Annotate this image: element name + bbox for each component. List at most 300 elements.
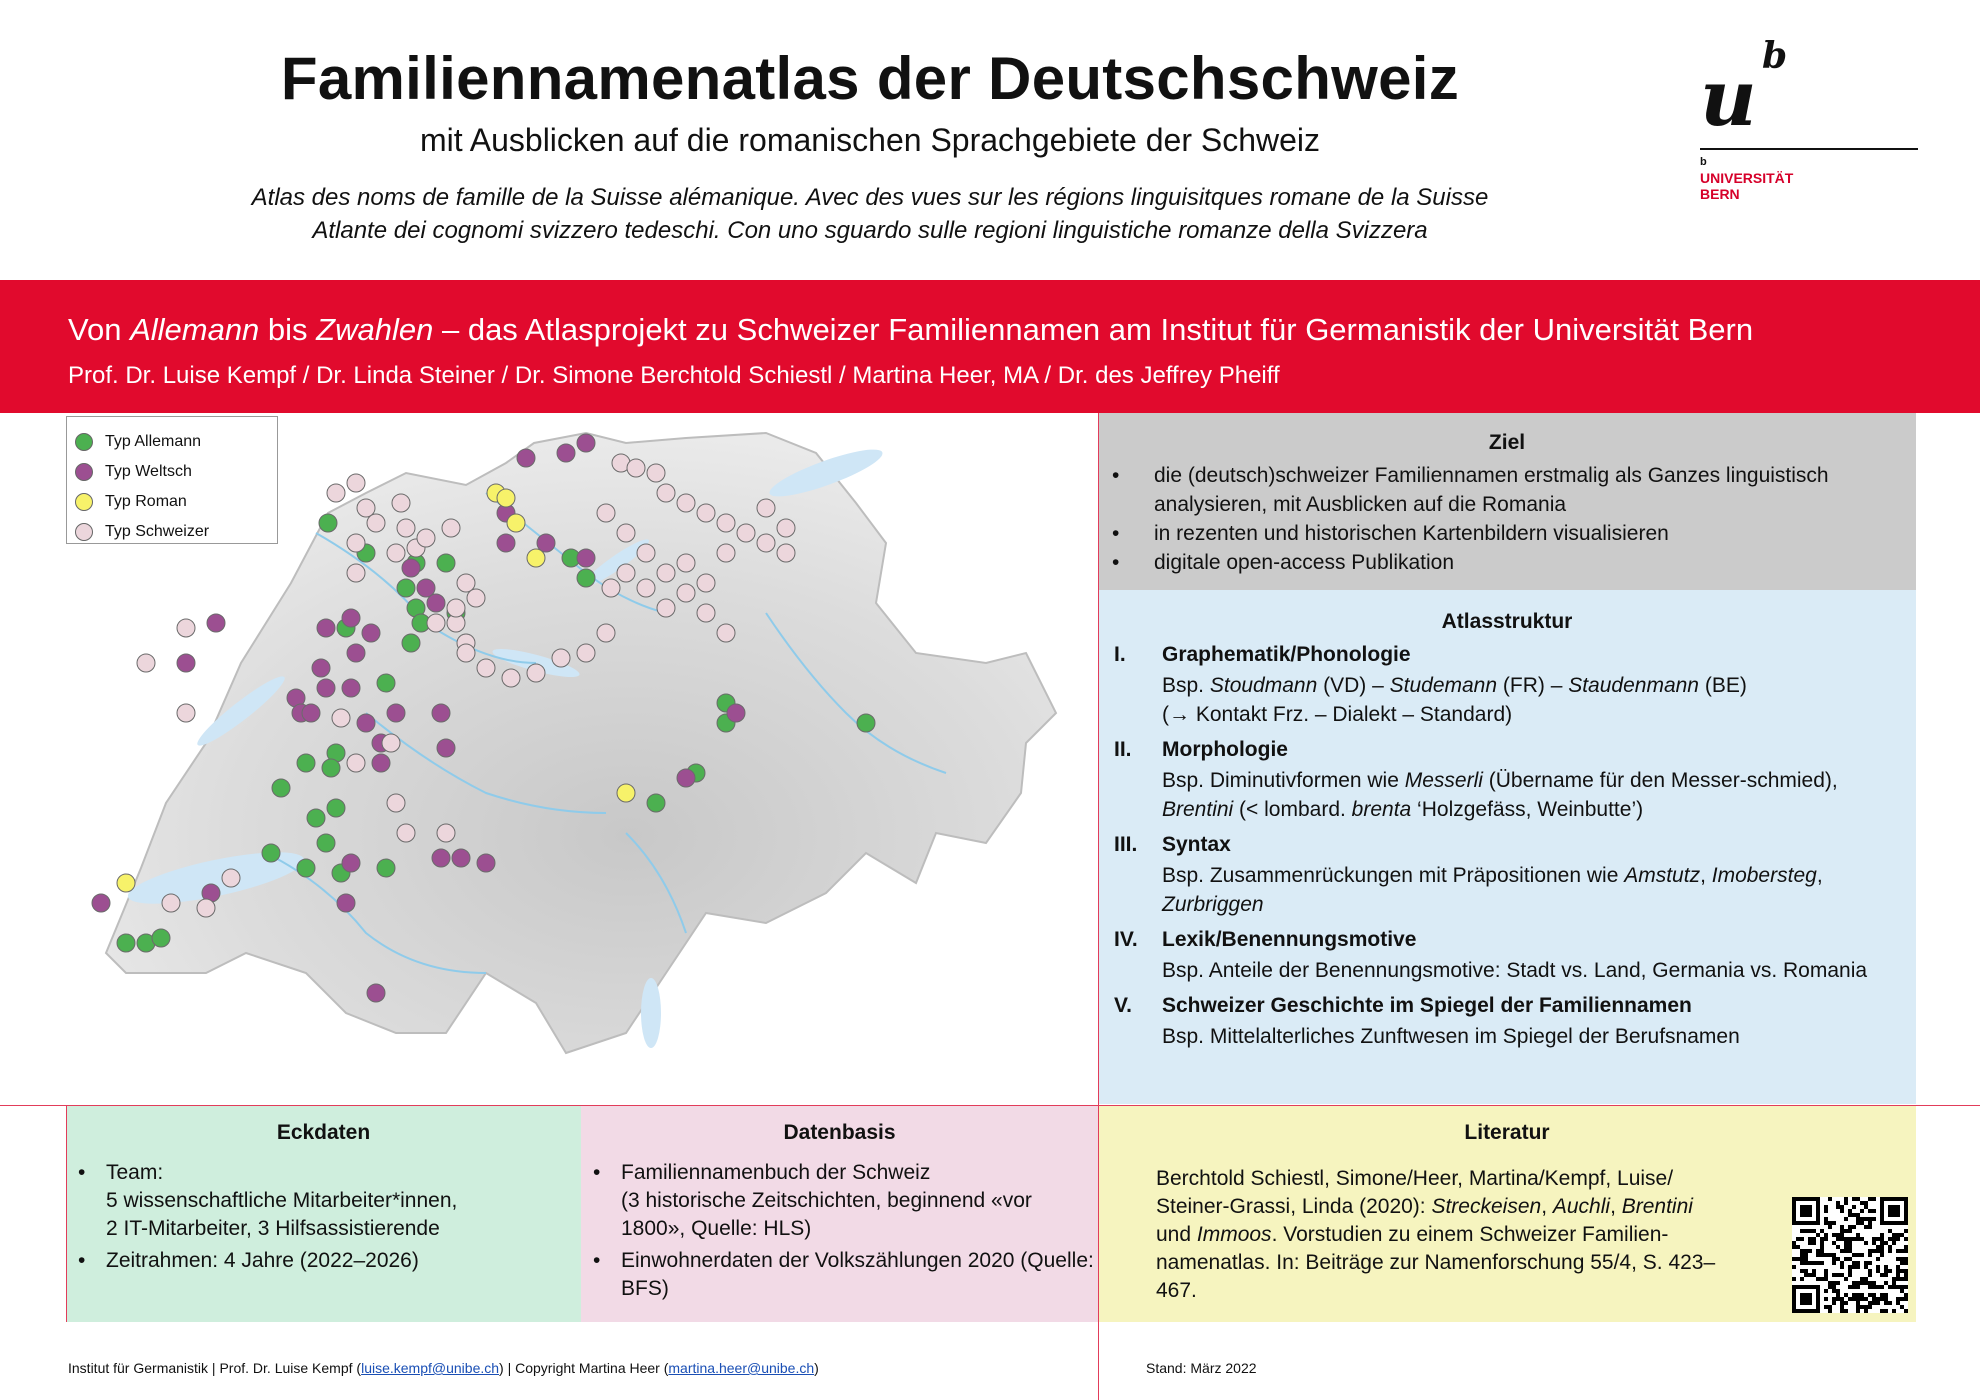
qr-module	[1844, 1277, 1848, 1281]
map-dot	[327, 484, 345, 502]
qr-module	[1800, 1293, 1812, 1305]
qr-module	[1868, 1305, 1872, 1309]
qr-module	[1864, 1305, 1868, 1309]
qr-module	[1820, 1277, 1824, 1281]
qr-module	[1896, 1285, 1900, 1289]
qr-module	[1868, 1301, 1872, 1305]
qr-module	[1900, 1305, 1904, 1309]
qr-module	[1808, 1241, 1812, 1245]
qr-module	[1832, 1289, 1836, 1293]
qr-module	[1856, 1213, 1860, 1217]
qr-module	[1796, 1257, 1800, 1261]
map-dot	[627, 459, 645, 477]
map-dot	[477, 854, 495, 872]
qr-module	[1868, 1273, 1872, 1277]
qr-module	[1840, 1229, 1844, 1233]
map-dot	[392, 494, 410, 512]
qr-module	[1812, 1241, 1816, 1245]
map-dot	[657, 564, 675, 582]
datenbasis-heading: Datenbasis	[783, 1121, 896, 1144]
qr-module	[1856, 1301, 1860, 1305]
atlasstruktur-list	[1098, 640, 1916, 1051]
map-dot	[757, 499, 775, 517]
atlasstruktur-panel	[1098, 590, 1916, 1104]
map-dot	[117, 874, 135, 892]
qr-module	[1800, 1205, 1812, 1217]
qr-module	[1808, 1273, 1812, 1277]
qr-module	[1900, 1269, 1904, 1273]
legend-dot-weltsch	[75, 463, 93, 481]
qr-module	[1892, 1285, 1896, 1289]
map-dot	[452, 849, 470, 867]
qr-module	[1848, 1297, 1852, 1301]
qr-module	[1860, 1297, 1864, 1301]
qr-module	[1880, 1293, 1884, 1297]
qr-module	[1840, 1205, 1844, 1209]
atlas-section	[1098, 735, 1916, 824]
map-dot	[319, 514, 337, 532]
atlas-section	[1098, 830, 1916, 919]
qr-module	[1896, 1249, 1900, 1253]
poster-title: Familiennamenatlas der Deutschschweiz	[280, 45, 1460, 112]
qr-module	[1888, 1269, 1892, 1273]
qr-module	[1832, 1273, 1836, 1277]
qr-module	[1864, 1261, 1868, 1265]
map-dot	[427, 594, 445, 612]
qr-module	[1888, 1237, 1892, 1241]
qr-module	[1856, 1265, 1860, 1269]
qr-module	[1864, 1241, 1868, 1245]
qr-module	[1864, 1277, 1868, 1281]
footer-contact	[68, 1360, 819, 1376]
qr-module	[1860, 1209, 1864, 1213]
map-dot	[577, 644, 595, 662]
qr-module	[1828, 1285, 1832, 1289]
section-numeral: I.	[1114, 643, 1126, 666]
map-dot	[402, 634, 420, 652]
qr-module	[1812, 1261, 1816, 1265]
university-logo	[1700, 32, 1918, 212]
qr-module	[1876, 1297, 1880, 1301]
literatur-heading: Literatur	[1464, 1121, 1550, 1144]
legend-item-allemann	[75, 427, 269, 457]
map-dot	[307, 809, 325, 827]
map-dot	[387, 544, 405, 562]
qr-module	[1884, 1293, 1888, 1297]
map-dot	[222, 869, 240, 887]
qr-module	[1880, 1249, 1884, 1253]
qr-module	[1876, 1285, 1880, 1289]
map-dot	[727, 704, 745, 722]
map-dot	[477, 659, 495, 677]
qr-module	[1904, 1269, 1908, 1273]
legend-item-weltsch	[75, 457, 269, 487]
qr-module	[1888, 1301, 1892, 1305]
qr-module	[1868, 1209, 1872, 1213]
map-dot	[177, 619, 195, 637]
qr-module	[1872, 1281, 1876, 1285]
map-dot	[432, 849, 450, 867]
qr-module	[1904, 1229, 1908, 1233]
map-dot	[367, 514, 385, 532]
map-dot	[337, 894, 355, 912]
datenbasis-panel	[581, 1105, 1098, 1322]
qr-module	[1880, 1297, 1884, 1301]
qr-module	[1844, 1245, 1848, 1249]
qr-module	[1880, 1253, 1884, 1257]
qr-module	[1832, 1233, 1836, 1237]
qr-module	[1812, 1229, 1816, 1233]
map-dot	[327, 799, 345, 817]
logo-wordmark	[1700, 170, 1793, 202]
map-dot	[502, 669, 520, 687]
map-dot	[272, 779, 290, 797]
eckdaten-list	[66, 1159, 581, 1275]
qr-code-icon[interactable]	[1792, 1197, 1908, 1313]
qr-module	[1856, 1233, 1860, 1237]
qr-module	[1832, 1261, 1836, 1265]
map-dot	[432, 704, 450, 722]
qr-module	[1800, 1237, 1804, 1241]
qr-module	[1880, 1273, 1884, 1277]
qr-module	[1856, 1261, 1860, 1265]
qr-module	[1892, 1281, 1896, 1285]
map-dot	[737, 524, 755, 542]
qr-module	[1836, 1293, 1840, 1297]
qr-module	[1808, 1229, 1812, 1233]
qr-module	[1832, 1241, 1836, 1245]
map-dot	[697, 504, 715, 522]
qr-module	[1804, 1269, 1808, 1273]
qr-module	[1896, 1297, 1900, 1301]
qr-module	[1792, 1241, 1796, 1245]
map-dot	[377, 859, 395, 877]
qr-module	[1812, 1269, 1816, 1273]
map-dot	[647, 794, 665, 812]
qr-module	[1840, 1265, 1844, 1269]
qr-module	[1840, 1305, 1844, 1309]
qr-module	[1904, 1237, 1908, 1241]
banner-name-zwahlen: Zwahlen	[316, 312, 434, 347]
qr-module	[1864, 1205, 1868, 1209]
qr-module	[1796, 1245, 1800, 1249]
qr-module	[1848, 1273, 1852, 1277]
qr-module	[1868, 1285, 1872, 1289]
map-dot	[677, 494, 695, 512]
map-dot	[387, 794, 405, 812]
map-dot	[197, 899, 215, 917]
section-numeral: IV.	[1114, 928, 1138, 951]
qr-module	[1884, 1297, 1888, 1301]
map-dot	[372, 754, 390, 772]
qr-module	[1816, 1233, 1820, 1237]
qr-module	[1852, 1265, 1856, 1269]
eckdaten-item: • Team: 5 wissenschaftliche Mitarbeiter*innen, 2 IT-Mitarbeiter, 3 Hilfsassistierende	[66, 1159, 581, 1243]
map-dot	[152, 929, 170, 947]
qr-module	[1900, 1249, 1904, 1253]
qr-module	[1896, 1233, 1900, 1237]
map-dot	[717, 544, 735, 562]
qr-module	[1872, 1293, 1876, 1297]
qr-module	[1852, 1213, 1856, 1217]
qr-module	[1812, 1273, 1816, 1277]
map-dot	[717, 514, 735, 532]
qr-module	[1900, 1261, 1904, 1265]
map-dot	[617, 784, 635, 802]
footer-email-kempf[interactable]: luise.kempf@unibe.ch	[361, 1360, 500, 1376]
qr-module	[1836, 1205, 1840, 1209]
qr-module	[1876, 1249, 1880, 1253]
qr-module	[1892, 1233, 1896, 1237]
qr-module	[1844, 1309, 1848, 1313]
ziel-panel	[1098, 413, 1916, 590]
qr-module	[1876, 1265, 1880, 1269]
qr-module	[1860, 1253, 1864, 1257]
qr-module	[1864, 1265, 1868, 1269]
qr-module	[1856, 1221, 1860, 1225]
qr-module	[1824, 1277, 1828, 1281]
qr-module	[1892, 1241, 1896, 1245]
datenbasis-list	[581, 1159, 1098, 1303]
qr-module	[1792, 1277, 1796, 1281]
section-example: Bsp. Stoudmann (VD) – Studemann (FR) – Staudenmann (BE) (→ Kontakt Frz. – Dialekt – Standard)	[1162, 674, 1747, 726]
divider-vertical	[1098, 413, 1099, 1400]
qr-module	[1888, 1229, 1892, 1233]
map-dot	[427, 614, 445, 632]
qr-module	[1904, 1293, 1908, 1297]
qr-module	[1836, 1273, 1840, 1277]
qr-module	[1872, 1301, 1876, 1305]
map-dot	[362, 624, 380, 642]
logo-line2: BERN	[1700, 186, 1740, 202]
qr-module	[1888, 1245, 1892, 1249]
qr-module	[1884, 1269, 1888, 1273]
qr-module	[1828, 1225, 1832, 1229]
footer-email-heer[interactable]: martina.heer@unibe.ch	[668, 1360, 815, 1376]
qr-module	[1792, 1245, 1796, 1249]
qr-module	[1820, 1237, 1824, 1241]
map-dot	[507, 514, 525, 532]
qr-module	[1816, 1277, 1820, 1281]
map-dot	[597, 624, 615, 642]
qr-module	[1868, 1293, 1872, 1297]
qr-module	[1856, 1217, 1860, 1221]
map-dot	[317, 679, 335, 697]
datenbasis-item: • Einwohnerdaten der Volkszählungen 2020 (Quelle: BFS)	[581, 1247, 1098, 1303]
map-dot	[397, 579, 415, 597]
divider-map-left	[66, 1105, 67, 1322]
qr-module	[1824, 1297, 1828, 1301]
qr-module	[1804, 1229, 1808, 1233]
map-dot	[162, 894, 180, 912]
map-dot	[697, 604, 715, 622]
qr-module	[1864, 1201, 1868, 1205]
qr-module	[1844, 1249, 1848, 1253]
atlas-section	[1098, 925, 1916, 985]
qr-module	[1800, 1261, 1804, 1265]
map-dot	[657, 484, 675, 502]
qr-module	[1836, 1201, 1840, 1205]
qr-module	[1840, 1225, 1844, 1229]
qr-module	[1832, 1285, 1836, 1289]
qr-module	[1872, 1209, 1876, 1213]
qr-module	[1900, 1285, 1904, 1289]
footer-text-2: ) | Copyright Martina Heer (	[499, 1360, 669, 1376]
map-dot	[757, 534, 775, 552]
map-dot	[387, 704, 405, 722]
qr-module	[1840, 1301, 1844, 1305]
qr-module	[1848, 1213, 1852, 1217]
map-dot	[332, 709, 350, 727]
qr-module	[1856, 1253, 1860, 1257]
qr-module	[1828, 1221, 1832, 1225]
qr-module	[1832, 1221, 1836, 1225]
qr-module	[1904, 1245, 1908, 1249]
datenbasis-item: • Familiennamenbuch der Schweiz (3 historische Zeitschichten, beginnend «vor 1800», Quelle: HLS)	[581, 1159, 1098, 1243]
qr-module	[1868, 1197, 1872, 1201]
section-title: Schweizer Geschichte im Spiegel der Familiennamen	[1162, 994, 1692, 1017]
poster-subtitle: mit Ausblicken auf die romanischen Sprachgebiete der Schweiz	[419, 122, 1321, 158]
qr-module	[1832, 1257, 1836, 1261]
map-dot	[497, 534, 515, 552]
map-dot	[602, 579, 620, 597]
qr-module	[1840, 1309, 1844, 1313]
ziel-heading: Ziel	[1488, 431, 1526, 454]
qr-module	[1896, 1237, 1900, 1241]
footer-date: Stand: März 2022	[1146, 1360, 1257, 1376]
qr-module	[1832, 1253, 1836, 1257]
qr-module	[1868, 1281, 1872, 1285]
map-dot	[577, 549, 595, 567]
qr-module	[1820, 1249, 1824, 1253]
map-dot	[177, 704, 195, 722]
qr-module	[1884, 1273, 1888, 1277]
legend-dot-roman	[75, 493, 93, 511]
qr-module	[1840, 1297, 1844, 1301]
qr-module	[1800, 1269, 1804, 1273]
qr-module	[1876, 1269, 1880, 1273]
qr-module	[1896, 1269, 1900, 1273]
qr-module	[1904, 1309, 1908, 1313]
qr-module	[1848, 1237, 1852, 1241]
qr-module	[1836, 1245, 1840, 1249]
map-dot	[677, 769, 695, 787]
map-dot	[447, 599, 465, 617]
qr-module	[1824, 1253, 1828, 1257]
qr-module	[1884, 1281, 1888, 1285]
eckdaten-item: • Zeitrahmen: 4 Jahre (2022–2026)	[66, 1247, 581, 1275]
qr-module	[1824, 1289, 1828, 1293]
qr-module	[1816, 1261, 1820, 1265]
qr-module	[1860, 1305, 1864, 1309]
qr-module	[1852, 1237, 1856, 1241]
map-dot	[92, 894, 110, 912]
qr-module	[1852, 1253, 1856, 1257]
map-dot	[397, 824, 415, 842]
qr-module	[1872, 1249, 1876, 1253]
qr-module	[1852, 1285, 1856, 1289]
qr-module	[1876, 1257, 1880, 1261]
qr-module	[1860, 1281, 1864, 1285]
map-dot	[347, 754, 365, 772]
qr-module	[1864, 1225, 1868, 1229]
qr-module	[1896, 1277, 1900, 1281]
atlasstruktur-heading: Atlasstruktur	[1441, 610, 1573, 633]
qr-module	[1864, 1217, 1868, 1221]
qr-module	[1816, 1253, 1820, 1257]
qr-module	[1888, 1285, 1892, 1289]
qr-module	[1824, 1269, 1828, 1273]
qr-module	[1844, 1301, 1848, 1305]
qr-module	[1888, 1249, 1892, 1253]
qr-module	[1836, 1281, 1840, 1285]
map-dot	[557, 444, 575, 462]
qr-module	[1876, 1301, 1880, 1305]
qr-module	[1896, 1301, 1900, 1305]
qr-module	[1848, 1241, 1852, 1245]
map-dot	[117, 934, 135, 952]
qr-module	[1884, 1301, 1888, 1305]
qr-module	[1880, 1285, 1884, 1289]
qr-module	[1800, 1229, 1804, 1233]
qr-module	[1824, 1237, 1828, 1241]
legend-label: Typ Schweizer	[105, 523, 210, 540]
footer-text-3: )	[814, 1360, 819, 1376]
qr-module	[1884, 1265, 1888, 1269]
map-dot	[597, 504, 615, 522]
map-dot	[697, 574, 715, 592]
logo-letter-u: u	[1700, 53, 1757, 144]
legend-item-roman	[75, 487, 269, 517]
map-dot	[317, 834, 335, 852]
banner-heading-part1: Von	[68, 312, 131, 347]
qr-module	[1900, 1297, 1904, 1301]
qr-module	[1800, 1249, 1804, 1253]
qr-module	[1900, 1289, 1904, 1293]
qr-module	[1860, 1277, 1864, 1281]
qr-module	[1856, 1197, 1860, 1201]
qr-module	[1824, 1233, 1828, 1237]
qr-module	[1792, 1257, 1796, 1261]
map-dot	[457, 644, 475, 662]
qr-module	[1836, 1257, 1840, 1261]
map-dot	[777, 544, 795, 562]
map-dot	[137, 654, 155, 672]
map-dot	[467, 589, 485, 607]
qr-module	[1880, 1241, 1884, 1245]
qr-module	[1856, 1237, 1860, 1241]
section-numeral: V.	[1114, 994, 1132, 1017]
qr-module	[1896, 1257, 1900, 1261]
ziel-list	[1098, 461, 1916, 577]
map-dot	[347, 534, 365, 552]
qr-module	[1832, 1281, 1836, 1285]
map-dot	[677, 554, 695, 572]
qr-module	[1892, 1309, 1896, 1313]
qr-module	[1888, 1205, 1900, 1217]
qr-module	[1868, 1221, 1872, 1225]
legend-dot-allemann	[75, 433, 93, 451]
section-example: Bsp. Zusammenrückungen mit Präpositionen wie Amstutz, Imobersteg, Zurbriggen	[1162, 864, 1823, 916]
qr-module	[1868, 1225, 1872, 1229]
qr-module	[1824, 1221, 1828, 1225]
map-dot	[177, 654, 195, 672]
qr-module	[1868, 1269, 1872, 1273]
map-dot	[527, 664, 545, 682]
qr-module	[1804, 1253, 1808, 1257]
qr-module	[1880, 1237, 1884, 1241]
section-title: Lexik/Benennungsmotive	[1162, 928, 1417, 951]
